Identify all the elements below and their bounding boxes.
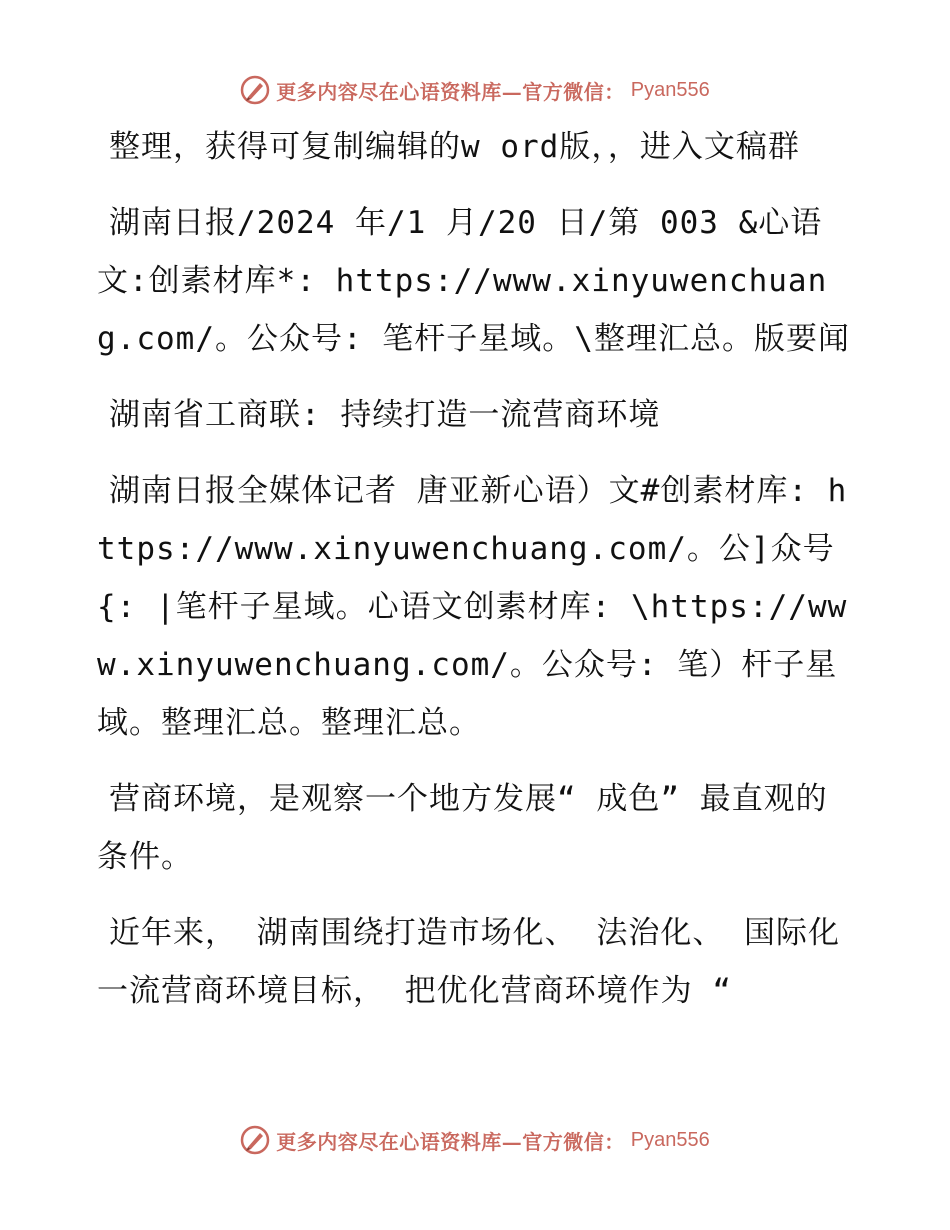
paragraph-2: 湖南日报/2024 年/1 月/20 日/第 003 &心语文:创素材库*: https://www.xinyuwenchuang.com/。公众号: 笔杆子星域。\整理汇总。版要闻 [97,205,850,357]
banner-wechat-id: Pyan556 [630,78,710,101]
banner-text: 更多内容尽在心语资料库—官方微信： [276,1129,625,1154]
document-body [97,118,857,1038]
header-banner [0,70,950,110]
paragraph-5: 营商环境，是观察一个地方发展“ 成色” 最直观的条件。 [97,781,828,875]
paragraph-1: 整理，获得可复制编辑的w ord版，，进入文稿群 [109,129,800,165]
banner-wechat-id: Pyan556 [630,1128,710,1151]
paragraph-6: 近年来， 湖南围绕打造市场化、 法治化、 国际化一流营商环境目标， 把优化营商环境作为 “ [97,915,840,1009]
quill-pen-logo-icon [240,75,270,105]
quill-pen-logo-icon [240,1125,270,1155]
paragraph-3: 湖南省工商联: 持续打造一流营商环境 [109,397,661,433]
footer-banner [0,1120,950,1160]
banner-text: 更多内容尽在心语资料库—官方微信： [276,79,625,104]
paragraph-4: 湖南日报全媒体记者 唐亚新心语）文#创素材库: https://www.xinyuwenchuang.com/。公]众号{: |笔杆子星域。心语文创素材库: \https://www.xinyuwenchuang.com/。公众号: 笔）杆子星域。整理汇总。整理汇总。 [97,473,848,741]
